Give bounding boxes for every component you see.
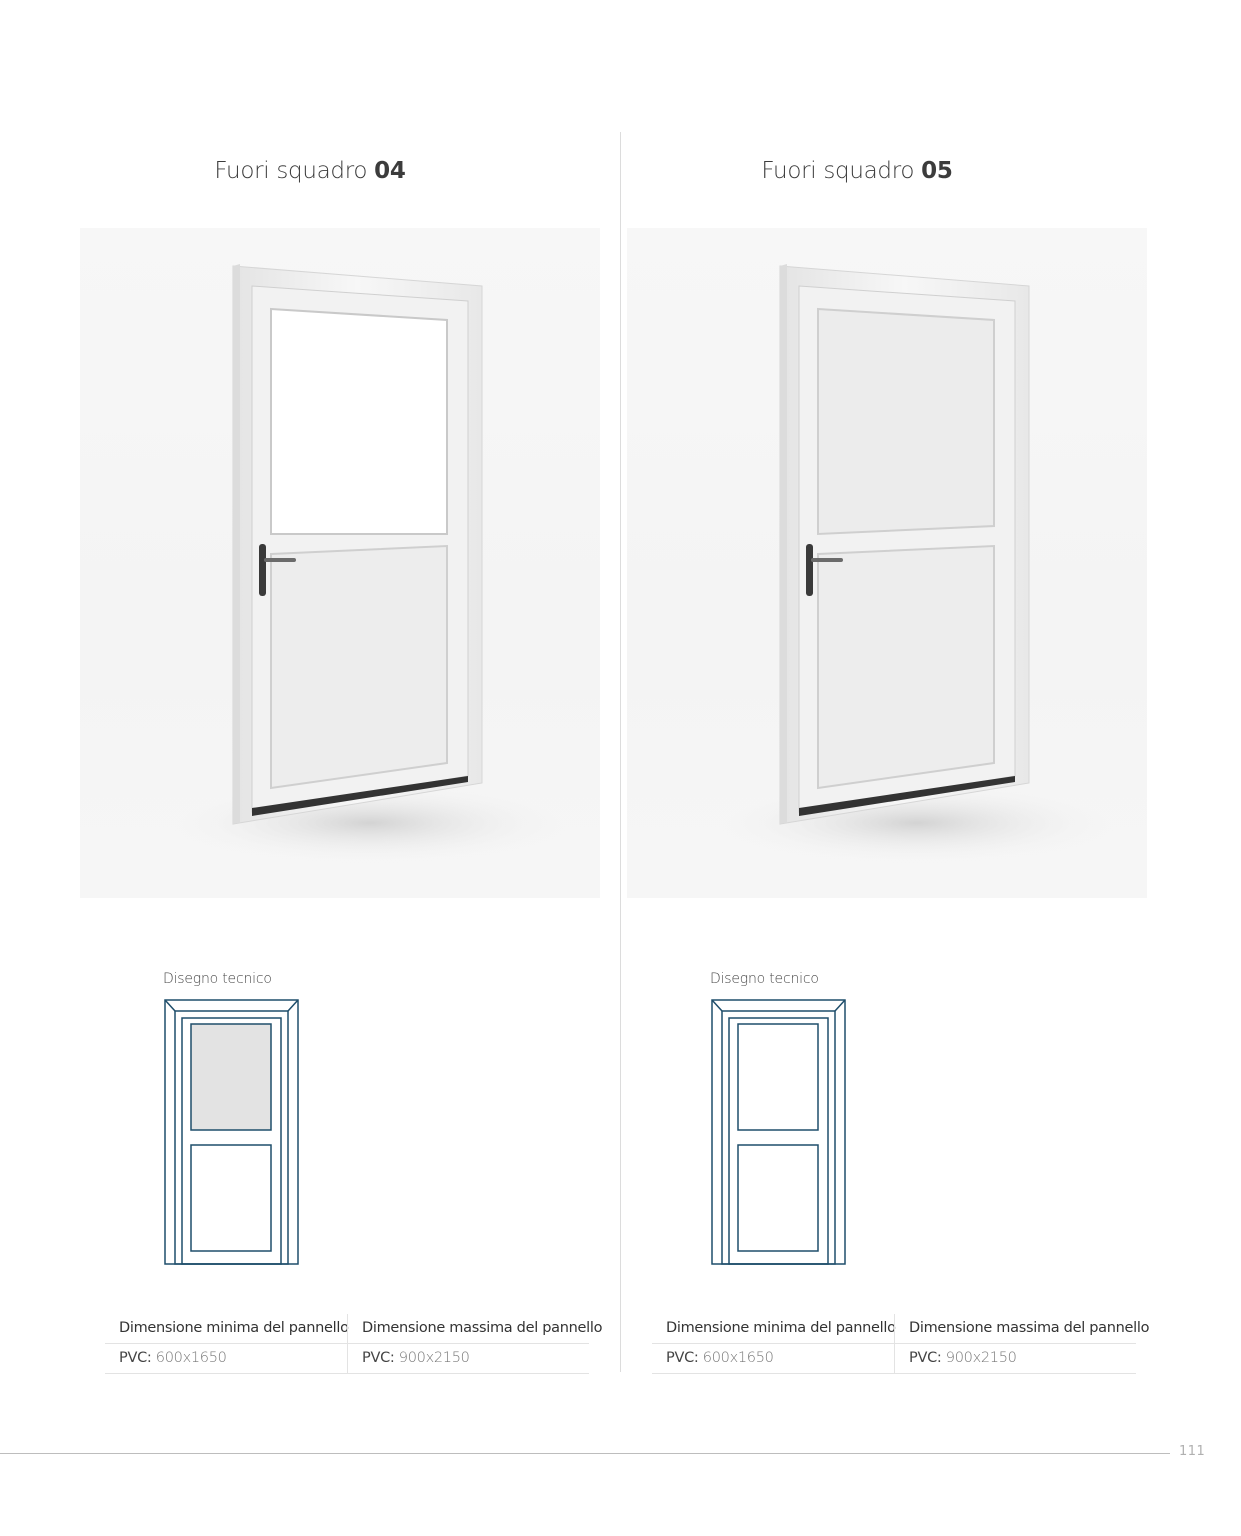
technical-drawing-label: Disegno tecnico (710, 971, 819, 987)
technical-drawing-label: Disegno tecnico (163, 971, 272, 987)
title-prefix: Fuori squadro (761, 158, 915, 184)
door-photo (80, 228, 600, 898)
min-dimension-value: 600x1650 (155, 1350, 227, 1366)
material-label: PVC: (909, 1350, 942, 1366)
table-header-row (652, 1314, 1150, 1344)
min-dimension-cell (652, 1344, 894, 1373)
title-number: 04 (374, 158, 406, 184)
table-header-row (105, 1314, 603, 1344)
page-number: 111 (1179, 1444, 1206, 1459)
max-dimension-header: Dimensione massima del pannello (347, 1314, 589, 1343)
door-photo (627, 228, 1147, 898)
title-prefix: Fuori squadro (214, 158, 368, 184)
table-row (652, 1344, 1136, 1374)
dimension-table (652, 1314, 1150, 1374)
material-label: PVC: (362, 1350, 395, 1366)
max-dimension-cell (894, 1344, 1136, 1373)
material-label: PVC: (666, 1350, 699, 1366)
product-title (547, 158, 1167, 184)
product-title (0, 158, 620, 184)
min-dimension-cell (105, 1344, 347, 1373)
product-card-04 (0, 0, 620, 1420)
dimension-table (105, 1314, 603, 1374)
min-dimension-value: 600x1650 (702, 1350, 774, 1366)
max-dimension-value: 900x2150 (398, 1350, 470, 1366)
min-dimension-header: Dimensione minima del pannello (666, 1320, 896, 1336)
max-dimension-header: Dimensione massima del pannello (894, 1314, 1136, 1343)
min-dimension-header: Dimensione minima del pannello (119, 1320, 349, 1336)
footer-rule (0, 1453, 1170, 1454)
max-dimension-value: 900x2150 (945, 1350, 1017, 1366)
material-label: PVC: (119, 1350, 152, 1366)
product-card-05 (547, 0, 1167, 1420)
technical-drawing (160, 996, 302, 1268)
table-row (105, 1344, 589, 1374)
title-number: 05 (921, 158, 953, 184)
technical-drawing (707, 996, 849, 1268)
